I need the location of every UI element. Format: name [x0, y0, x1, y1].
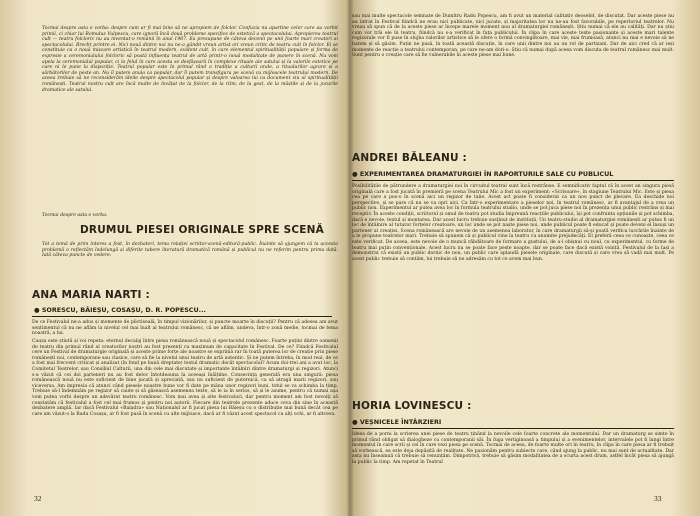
author-subtitle-baleanu	[352, 170, 676, 178]
subtitle-text: VEȘNICELE ÎNTÂRZIERI	[359, 418, 442, 426]
divider	[352, 428, 674, 429]
intro-italic-paragraph: Tocmai despre asta e vorba: despre cum ar fi mai bine să ne apropiem de folclor. Confuzia nu apartine celor care au vorbit primii, ci chiar lui Romulus Vulpescu, care ignoră încă două probleme specifice de estetică a spectacolului. Apropierea teatrul cult — teatru folcloric nu au inventat-o românii în anul 1967. Ea presupune de câteva decenii pe unii foarte mari creatori ai spectacolului. Brecht printre ei. Nici nouă dintre noi nu ne-a gândit vreun artist ori vreun critic de teatru cult în folclor. Ei se constituie ca o nouă mișcare artistică în teatrul modern, evident cult, în care elementul spiritualității populare și forma de expresie a ceremonialului folcloric să poată influența teatrul de artă printr-o nouă modalitate de punere în scenă. Nu vom apela la ceremonialul popular, ci la felul în care acesta se desfășoară în complexe rituale ale satului și la valorile estetice pe care ni le pune la dispoziție. Teatrul popular este în primul rând o tradiție a culturii orale, a ritualurilor agrare și a sărbătorilor de peste an. Nu îl putem anula ca popular, dar îl putem transfigura pe scenă cu mijloacele teatrului modern. De aceea trebuie să ne reconsiderăm ideile despre spectacolul popular și despre valoarea lui ca document viu al spiritualității românești. Teatrul nostru cult are încă multe de învățat de la folclor, de la ritm, de la gest, de la măștile și de la jocurile dramatice ale satului.	[42, 26, 338, 93]
main-intro-italic: Tot a temă de prim interes a fost, în dezbateri, tema relației scriitor-scenă-editură-public. Înainte să ajungem că la accesta problemă o reflectăm îndelungă și diferite tabere literatură dramatică română și publicul nu ne referim pentru prima dată. Iată câteva puncte de vedere:	[42, 242, 338, 259]
divider	[352, 180, 674, 181]
subtitle-text: SORESCU, BĂIEȘU, COSAȘU, D. R. POPESCU...	[41, 306, 206, 314]
narti-paragraph-1: De ce Festivalul ne-a adus și momente de plictiseală, în timpul vizionărilor, și puncte moarte în discuții? Pentru că adesea am avut sentimentul că nu ne aflăm la nivelul cel mai înalt al teatrului românesc, că ne aflăm, undeva, într-o zonă medie, tocmai de tema noastră, a lui.	[32, 320, 338, 337]
author-heading-andrei-baleanu: ANDREI BĂLEANU :	[352, 152, 467, 164]
subtitle-text: EXPERIMENTAREA DRAMATURGIEI ÎN RAPORTURILE SALE CU PUBLICUL	[359, 170, 614, 178]
divider	[32, 316, 332, 317]
baleanu-paragraph: Posibilitățile de pătrundere a dramaturgiei noi în circuitul teatral sunt încă restrânse. E semnificativ faptul că în acest an singura piesă originală care a fost jucată în premieră pe scena Teatrului Mic a fost un experiment: «Scrisoare», în stagiune Teatrului Mic. Este și piesa cea pe care a pus-o în scenă aici un regizor de talie. Acest act poate fi considerat ca un nou punct de plecare. Ea deschide noi perspective, și se pare că nu se va opri aici. Ca într-o experimentare a pieselor noi, în teatrul românesc, ar fi avantajul de a crea un public nou. Experimentul ar putea avea loc în formula teatrului studio, unde se pot juca piese noi în prezența unui public restrâns și mai receptiv. În aceste condiții, scriitorul și omul de teatru pot studia împreună reacțiile publicului, își pot confrunta opțiunile și pot schimba, dacă e nevoie, textul și montarea. Dar acest lucru trebuie susținut de instituții. Un teatru-studio al dramaturgiei românești ar putea fi un loc de întâlnire al tuturor forțelor creatoare, un loc unde se pot naște piese noi, unde publicul poate fi educat și poate deveni el însuși un partener al creației. Scena românească are nevoie de un asemenea laborator, în care dramaturgii să-și poată verifica lucrările înainte de a le propune teatrelor mari. Trebuie să spunem că și publicul vine la teatru cu anumite prejudecăți. El preferă ceea ce cunoaște, ceea ce este verificat. De aceea, este nevoie de o muncă răbdătoare de formare a gustului, de a-l obișnui cu noul, cu experimentul, cu forme de teatru mai puțin convenționale. Acest lucru nu se poate face peste noapte, dar se poate face dacă există voință. Festivalul de la Iași a demonstrat că există un public dornic de nou, un public care aplaudă piesele originale, care discută și care vrea să vadă mai mult. Pe acest public trebuie să contăm, lui trebuie să ne adresăm cu tot ce avem mai bun.	[352, 184, 674, 262]
lovinescu-paragraph: Ideea de a porni la scrierea unei piese de teatru ținând la nevoile cele foarte concrete ale momentului. Dar un dramaturg se simte în primul rând obligat să dialogheze cu contemporanii săi. În fuga vertiginoasă a timpului și a evenimentelor, intervalele pot fi lungi între momentul în care scrii și cel în care vezi piesa pe scenă. Tocmai de aceea, de foarte multe ori în teatru, în clipa în care piesa ar fi trebuit să vorbească, ea este deja depășită de realitate. Ne pasionăm pentru subiecte care, când ajung la public, nu mai sunt de actualitate. Dar asta nu înseamnă că trebuie să renunțăm. Dimpotrivă, trebuie să găsim modalitatea de a scurta acest drum, astfel încât piesa să ajungă la public la timp. Am repetat în Teatrul	[352, 432, 674, 465]
bullet-icon: ●	[352, 170, 360, 178]
main-heading: DRUMUL PIESEI ORIGINALE SPRE SCENĂ	[80, 224, 324, 236]
right-top-paragraph: sau mai multe spectacole semnate de Dumitru Radu Popescu, am fi avut un material calitativ deosebit, de discutat. Dar aceste piese nu au intrat în Festival fiindcă ne erau nici publicate, nici jucate, și majoritatea lor nu ne-au fost favorabile, pe repertoriul teatrelor. Nu vreau să spun că de la aceste piese ar începe marele moment nou al dramaturgiei românești. Știu numai că ele au calități. Dar nu știu cum vor trăi ele în teatru, fiindcă nu s-a verificat în fața publicului. În clipa în care aceste texte pasionante și aceste mari talente regizorale vor fi puse în slujba valorilor artistice să le ofere o formă convingătoare, mai vie, mai frumoasă, atunci nu mai e nevoie să ne batem și să găsim. Puțin ne pasă, în toată această discuție, în care unii dintre noi au un rol de partizani. Dar de aici cred că ar ieși momente de reacție a teatrului contemporan, pe care ne-am dori-o. Știu că numai după aceea vom discuta de teatrul românesc mai mult. Sunt pentru o creație care să fie vulnerabile în aceste piese mai bune.	[352, 14, 674, 59]
author-subtitle-narti	[34, 306, 334, 314]
bullet-icon: ●	[34, 306, 42, 314]
bullet-icon: ●	[352, 418, 360, 426]
narti-paragraph-2: Cauza este știută și voi repeta: eternul decalaj între piesa românească nouă și spectacolul românesc. Foarte puțini dintre oamenii de teatru din primul rând al creatorilor noștri au fost prezenți cu maximum de capacitate în Festival. De ce? Fiindcă Festivalul cere un Festival de dramaturgie originală și aceste prime forțe ale noastre se exprimă rar în toată puterea lor de creație prin piese românești noi, contemporane sau clasice, care să fie la nivelul unui teatru de artă autentic. Și ne putem întreba, în mod real, de ce a fost mai frecvent criticat și analizat (în fond pe bună dreptate) textul dramatic decât spectacolul? Acum doi-trei ani a avut loc, la Comitetul Teatrelor, sau Consiliul Culturii, una din cele mai discutate și importante întâlniri dintre dramaturgi și regizori. Atunci s-a văzut că cei doi parteneri nu au fost deloc întotdeauna la aceeași înălțime. Consecința generală era una singură: piesa românească nouă nu este suficient de bine jucată și apreciată, sau nu suficient de puternică, ca să atragă marii regizori, sau viceversa. Am impresia că atunci când piesele noastre bune vor fi date pe mâna unor regizori buni, totul se va schimba la timp. Trebuie să-l îndemnăm pe regizor să caute și să găsească asemenea texte, să le ia în serios, să și le asume, pentru că numai așa vom putea vorbi despre un adevărat teatru românesc. Vom mai avea și alte festivaluri, dar pentru moment am fost nevoiți să constatăm că festivalul a fost cel mai frumos și pentru noi autorii. Fiecare din teatrele prezente aduce ceva din sine în această dezbatere amplă. Iar dacă Festivalul «Baladra» sau Naționalul ar fi jucat piesa lui Băieșu cu o distribuție mai bună decât cea pe care am văzut-o la Radu Cosașu, ar fi fost pusă în scenă cu alte mijloace, dacă ar fi văzut acest spectacol cu alți ochi, ar fi altceva.	[32, 339, 338, 417]
author-heading-horia-lovinescu: HORIA LOVINESCU :	[352, 400, 472, 412]
author-heading-ana-maria-narti: ANA MARIA NARTI :	[32, 289, 150, 301]
page-number-left: 32	[34, 494, 42, 503]
left-page	[22, 0, 344, 516]
intro-end-line: Tocmai despre asta e vorba.	[42, 213, 108, 218]
author-subtitle-lovinescu	[352, 418, 652, 426]
page-number-right: 33	[654, 494, 662, 503]
right-page	[352, 0, 678, 516]
